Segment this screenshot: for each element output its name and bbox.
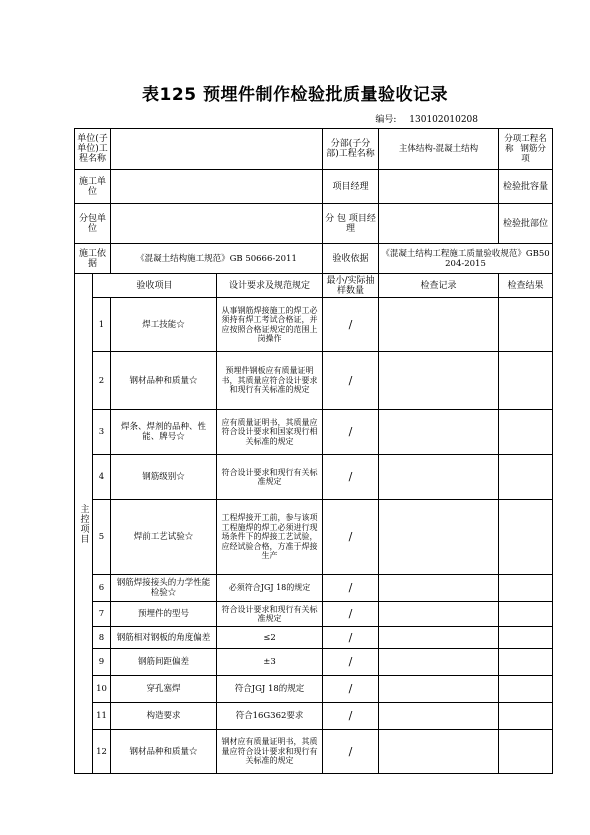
row-record[interactable] — [379, 730, 499, 774]
row-result[interactable] — [499, 575, 553, 602]
row-sample[interactable]: / — [323, 575, 379, 602]
table-row — [75, 410, 553, 455]
row-result[interactable] — [499, 676, 553, 703]
row-item: 焊工技能☆ — [111, 298, 217, 352]
inspection-record-table — [74, 128, 553, 774]
row-sample[interactable]: / — [323, 410, 379, 455]
row-sample[interactable]: / — [323, 298, 379, 352]
row-requirement: 符合设计要求和现行有关标准规定 — [217, 602, 323, 627]
row-no: 1 — [93, 298, 111, 352]
pm-label: 项目经理 — [323, 170, 379, 204]
row-result[interactable] — [499, 649, 553, 676]
row-no: 8 — [93, 627, 111, 649]
row-no: 11 — [93, 703, 111, 730]
row-record[interactable] — [379, 410, 499, 455]
row-requirement: 从事钢筋焊接施工的焊工必须持有焊工考试合格证，并应按照合格证规定的范围上岗操作 — [217, 298, 323, 352]
row-no: 5 — [93, 500, 111, 575]
table-row — [75, 500, 553, 575]
row-record[interactable] — [379, 627, 499, 649]
col-sample-header: 最小/实际抽样数量 — [323, 274, 379, 298]
sub-item-label: 分项工程名称 — [504, 134, 547, 154]
row-sample[interactable]: / — [323, 455, 379, 500]
subcontractor-value[interactable] — [111, 204, 323, 244]
division-label: 分部(子分部)工程名称 — [323, 129, 379, 170]
row-sample[interactable]: / — [323, 602, 379, 627]
row-result[interactable] — [499, 730, 553, 774]
row-sample[interactable]: / — [323, 649, 379, 676]
record-code — [365, 112, 478, 125]
row-no: 7 — [93, 602, 111, 627]
table-row — [75, 676, 553, 703]
row-result[interactable] — [499, 352, 553, 410]
contractor-label: 施工单位 — [75, 170, 111, 204]
table-row — [75, 730, 553, 774]
table-row — [75, 352, 553, 410]
row-record[interactable] — [379, 703, 499, 730]
contractor-value[interactable] — [111, 170, 323, 204]
row-no: 2 — [93, 352, 111, 410]
row-result[interactable] — [499, 602, 553, 627]
row-item: 焊条、焊剂的品种、性能、牌号☆ — [111, 410, 217, 455]
row-no: 4 — [93, 455, 111, 500]
row-item: 构造要求 — [111, 703, 217, 730]
row-result[interactable] — [499, 410, 553, 455]
batch-part-label: 检验批部位 — [499, 204, 553, 244]
col-design-header: 设计要求及规范规定 — [217, 274, 323, 298]
row-requirement: 符合JGJ 18的规定 — [217, 676, 323, 703]
row-record[interactable] — [379, 676, 499, 703]
row-result[interactable] — [499, 627, 553, 649]
acceptance-basis-label: 验收依据 — [323, 244, 379, 274]
row-item: 预埋件的型号 — [111, 602, 217, 627]
col-result-header: 检查结果 — [499, 274, 553, 298]
row-record[interactable] — [379, 455, 499, 500]
unit-label: 单位(子单位)工程名称 — [75, 129, 111, 170]
row-sample[interactable]: / — [323, 730, 379, 774]
table-row — [75, 602, 553, 627]
code-value: 130102010208 — [409, 115, 478, 125]
col-record-header: 检查记录 — [379, 274, 499, 298]
row-record[interactable] — [379, 649, 499, 676]
subcontractor-label: 分包单位 — [75, 204, 111, 244]
sub-item-value-text: 钢筋分项 — [520, 144, 546, 164]
table-row — [75, 298, 553, 352]
col-item-header: 验收项目 — [93, 274, 217, 298]
row-requirement: 符合设计要求和现行有关标准规定 — [217, 455, 323, 500]
group-label: 主控项目 — [78, 503, 89, 544]
row-record[interactable] — [379, 575, 499, 602]
row-requirement: 预埋件钢板应有质量证明书，其质量应符合设计要求和现行有关标准的规定 — [217, 352, 323, 410]
unit-value[interactable] — [111, 129, 323, 170]
row-requirement: 工程焊接开工前，参与该项工程施焊的焊工必须进行现场条件下的焊接工艺试验，应经试验合格，方准于焊接生产 — [217, 500, 323, 575]
row-record[interactable] — [379, 602, 499, 627]
table-row — [75, 703, 553, 730]
row-item: 钢筋相对钢板的角度偏差 — [111, 627, 217, 649]
table-row — [75, 649, 553, 676]
row-item: 焊前工艺试验☆ — [111, 500, 217, 575]
sub-pm-label: 分 包 项目经理 — [323, 204, 379, 244]
sub-pm-value[interactable] — [379, 204, 499, 244]
group-label-cell — [75, 274, 93, 774]
basis-label: 施工依据 — [75, 244, 111, 274]
row-requirement: 必须符合JGJ 18的规定 — [217, 575, 323, 602]
row-sample[interactable]: / — [323, 703, 379, 730]
row-item: 钢材品种和质量☆ — [111, 730, 217, 774]
acceptance-basis-value: 《混凝土结构工程施工质量验收规范》GB50204-2015 — [379, 244, 553, 274]
row-requirement: ±3 — [217, 649, 323, 676]
row-result[interactable] — [499, 703, 553, 730]
table-row — [75, 575, 553, 602]
row-record[interactable] — [379, 352, 499, 410]
row-requirement: 符合16G362要求 — [217, 703, 323, 730]
batch-size-label: 检验批容量 — [499, 170, 553, 204]
row-sample[interactable]: / — [323, 676, 379, 703]
sub-item-value[interactable] — [499, 129, 553, 170]
pm-value[interactable] — [379, 170, 499, 204]
row-requirement: ≤2 — [217, 627, 323, 649]
row-record[interactable] — [379, 500, 499, 575]
row-item: 钢筋焊接接头的力学性能检验☆ — [111, 575, 217, 602]
row-no: 9 — [93, 649, 111, 676]
row-item: 穿孔塞焊 — [111, 676, 217, 703]
division-value[interactable]: 主体结构-混凝土结构 — [379, 129, 499, 170]
row-record[interactable] — [379, 298, 499, 352]
row-requirement: 钢材应有质量证明书，其质量应符合设计要求和现行有关标准的规定 — [217, 730, 323, 774]
row-result[interactable] — [499, 500, 553, 575]
table-row — [75, 455, 553, 500]
row-no: 12 — [93, 730, 111, 774]
row-result[interactable] — [499, 298, 553, 352]
row-sample[interactable]: / — [323, 627, 379, 649]
row-item: 钢筋级别☆ — [111, 455, 217, 500]
row-sample[interactable]: / — [323, 352, 379, 410]
row-no: 6 — [93, 575, 111, 602]
row-no: 10 — [93, 676, 111, 703]
row-requirement: 应有质量证明书，其质量应符合设计要求和国家现行相关标准的规定 — [217, 410, 323, 455]
row-item: 钢材品种和质量☆ — [111, 352, 217, 410]
page-title: 表125 预埋件制作检验批质量验收记录 — [142, 85, 448, 105]
basis-value: 《混凝土结构施工规范》GB 50666-2011 — [111, 244, 323, 274]
row-no: 3 — [93, 410, 111, 455]
row-result[interactable] — [499, 455, 553, 500]
table-row — [75, 627, 553, 649]
code-label: 编号: — [375, 115, 397, 125]
row-item: 钢筋间距偏差 — [111, 649, 217, 676]
row-sample[interactable]: / — [323, 500, 379, 575]
